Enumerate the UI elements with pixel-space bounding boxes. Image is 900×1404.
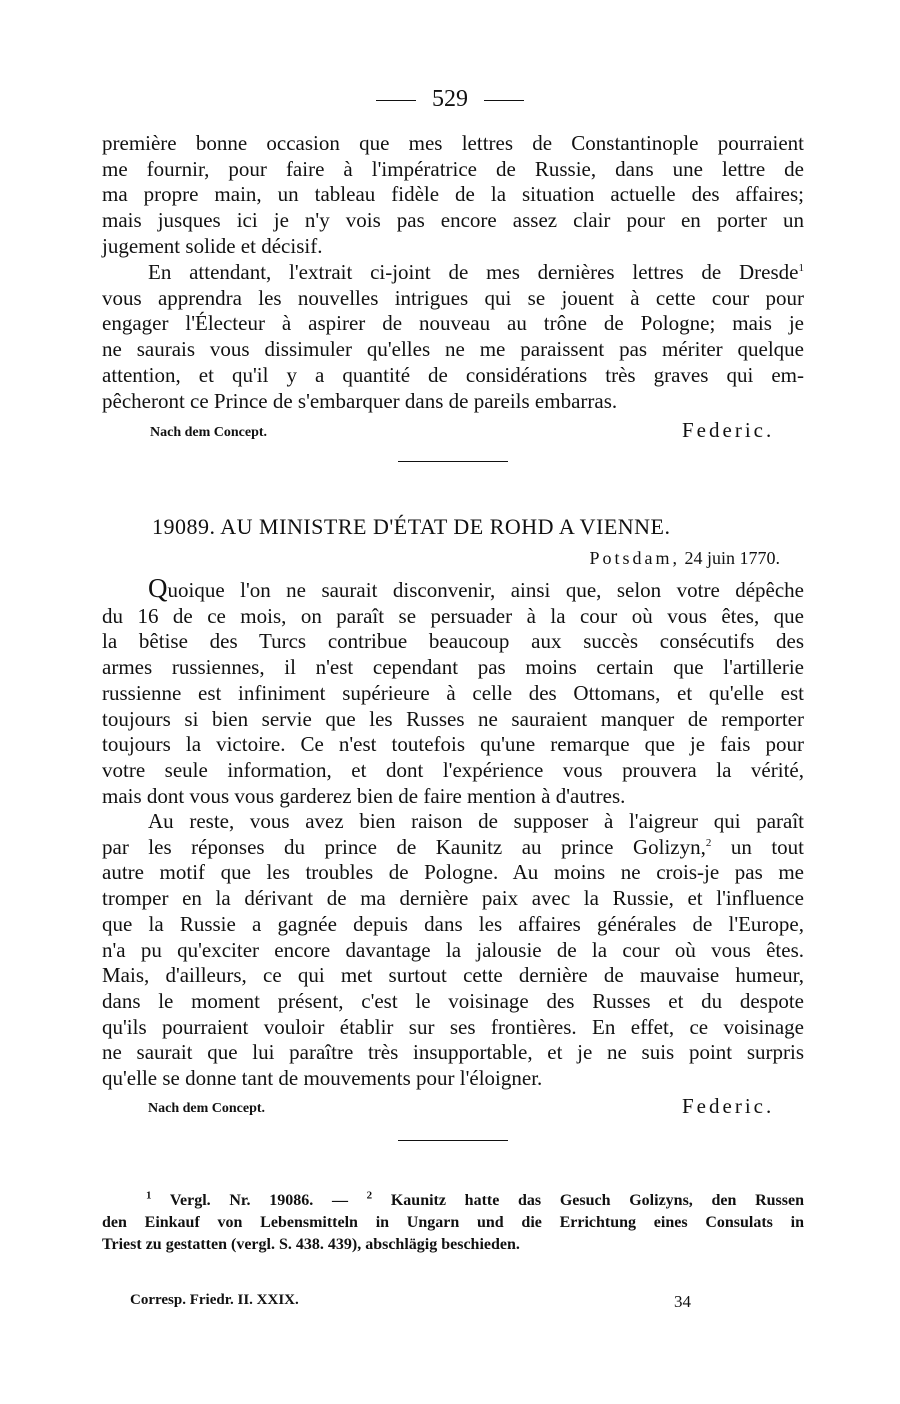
text-line: armes russiennes, il n'est cependant pas moins certain que l'artillerie bbox=[102, 655, 804, 680]
text-line: que la Russie a gagnée depuis dans les affaires générales de l'Europe, bbox=[102, 911, 804, 936]
source-note: Nach dem Concept. bbox=[148, 1101, 266, 1116]
text-run: par les réponses du prince de Kaunitz au prince Golizyn, bbox=[102, 834, 706, 859]
text-line: ma propre main, un tableau fidèle de la situation actuelle des affaires; bbox=[102, 182, 804, 207]
text-line: Mais, d'ailleurs, ce qui met surtout cette dernière de mauvaise humeur, bbox=[102, 963, 804, 988]
text-line: engager l'Électeur à aspirer de nouveau au trône de Pologne; mais je bbox=[102, 311, 804, 336]
text-run: En attendant, l'extrait ci-joint de mes dernières lettres de Dresde bbox=[148, 260, 799, 284]
text-line: mais dont vous vous garderez bien de faire mention à d'autres. bbox=[102, 783, 626, 808]
text-line: première bonne occasion que mes lettres de Constantinople pourraient bbox=[102, 131, 804, 155]
text-run: uoique l'on ne saurait disconvenir, ainsi que, selon votre dépêche bbox=[167, 578, 804, 602]
footnote-marker: 2 bbox=[705, 836, 712, 849]
source-note: Nach dem Concept. bbox=[150, 425, 268, 440]
text-line: me fournir, pour faire à l'impératrice de Russie, dans une lettre de bbox=[102, 156, 804, 181]
footnote-line: den Einkauf von Lebensmitteln in Ungarn und die Errichtung eines Consulats in bbox=[102, 1214, 804, 1231]
text-line: Au reste, vous avez bien raison de supposer à l'aigreur qui paraît bbox=[148, 809, 804, 833]
text-line: pêcheront ce Prince de s'embarquer dans de pareils embarras. bbox=[102, 388, 618, 413]
text-line: la bêtise des Turcs contribue beaucoup aux succès consécutifs des bbox=[102, 629, 804, 654]
letter1-paragraph-2 bbox=[102, 260, 804, 414]
text-line: russienne est infiniment supérieure à celle des Ottomans, et qu'elle est bbox=[102, 680, 804, 705]
page-header bbox=[0, 86, 900, 113]
section-divider bbox=[398, 461, 508, 462]
page-number: 529 bbox=[432, 86, 468, 112]
footnote-marker: 1 bbox=[798, 262, 804, 274]
text-line: vous apprendra les nouvelles intrigues qui se jouent à cette cour pour bbox=[102, 285, 804, 310]
section-divider bbox=[398, 1140, 508, 1141]
text-line: ne saurais vous dissimuler qu'elles ne me paraissent pas mériter quelque bbox=[102, 337, 804, 362]
text-line: du 16 de ce mois, on paraît se persuader à la cour où vous êtes, que bbox=[102, 603, 804, 628]
text-line: dans le moment présent, c'est le voisinage des Russes et du despote bbox=[102, 988, 804, 1013]
text-run: un tout bbox=[730, 834, 805, 859]
text-line: ne saurait que lui paraître très insupportable, et je ne suis point surpris bbox=[102, 1040, 804, 1065]
letter-date: 24 juin 1770. bbox=[684, 548, 780, 568]
header-dash-left bbox=[376, 100, 416, 101]
text-line: mais jusques ici je n'y vois pas encore assez clair pour en porter un bbox=[102, 208, 804, 233]
text-line: qu'ils pourraient vouloir établir sur ses frontières. En effet, ce voisinage bbox=[102, 1014, 804, 1039]
drop-cap: Q bbox=[148, 573, 168, 603]
text-line: votre seule information, et dont l'expérience vous prouvera la vérité, bbox=[102, 757, 804, 782]
letter-dateline bbox=[589, 548, 780, 569]
footnote-marker: 1 bbox=[146, 1189, 152, 1202]
letter2-paragraph-2 bbox=[102, 809, 804, 1092]
sheet-number: 34 bbox=[674, 1292, 691, 1311]
footnotes bbox=[102, 1190, 804, 1256]
footnote-line bbox=[102, 1190, 804, 1212]
footnote-text: Kaunitz hatte das Gesuch Golizyns, den Russen bbox=[390, 1192, 805, 1209]
footnote-text: Vergl. Nr. 19086. — bbox=[169, 1192, 348, 1209]
text-line: autre motif que les troubles de Pologne. Au moins ne crois-je pas me bbox=[102, 860, 804, 885]
text-line: attention, et qu'il y a quantité de considérations très graves qui em- bbox=[102, 362, 804, 387]
text-line bbox=[102, 835, 804, 861]
letter-title: 19089. AU MINISTRE D'ÉTAT DE ROHD A VIENNE. bbox=[152, 514, 671, 539]
text-line: qu'elle se donne tant de mouvements pour l'éloigner. bbox=[102, 1066, 543, 1091]
footnote-line: Triest zu gestatten (vergl. S. 438. 439), abschlägig beschieden. bbox=[102, 1236, 520, 1253]
text-line: jugement solide et décisif. bbox=[102, 233, 323, 258]
text-line: toujours si bien servie que les Russes ne sauraient manquer de remporter bbox=[102, 706, 804, 731]
footnote-marker: 2 bbox=[366, 1189, 373, 1202]
text-line: toujours la victoire. Ce n'est toutefois qu'une remarque que je fais pour bbox=[102, 732, 804, 757]
signature: Federic. bbox=[682, 1094, 775, 1118]
signature-mark: Corresp. Friedr. II. XXIX. bbox=[130, 1292, 299, 1308]
letter2-paragraph-1 bbox=[102, 573, 804, 809]
header-dash-right bbox=[484, 100, 524, 101]
signature: Federic. bbox=[682, 418, 775, 442]
letter1-paragraph-1 bbox=[102, 131, 804, 260]
text-line: n'a pu qu'exciter encore davantage la jalousie de la cour où vous êtes. bbox=[102, 937, 804, 962]
letter-place: Potsdam, bbox=[589, 548, 680, 568]
text-line bbox=[102, 573, 804, 604]
text-line bbox=[102, 260, 804, 286]
text-line: tromper en la dérivant de ma dernière paix avec la Russie, et l'influence bbox=[102, 886, 804, 911]
